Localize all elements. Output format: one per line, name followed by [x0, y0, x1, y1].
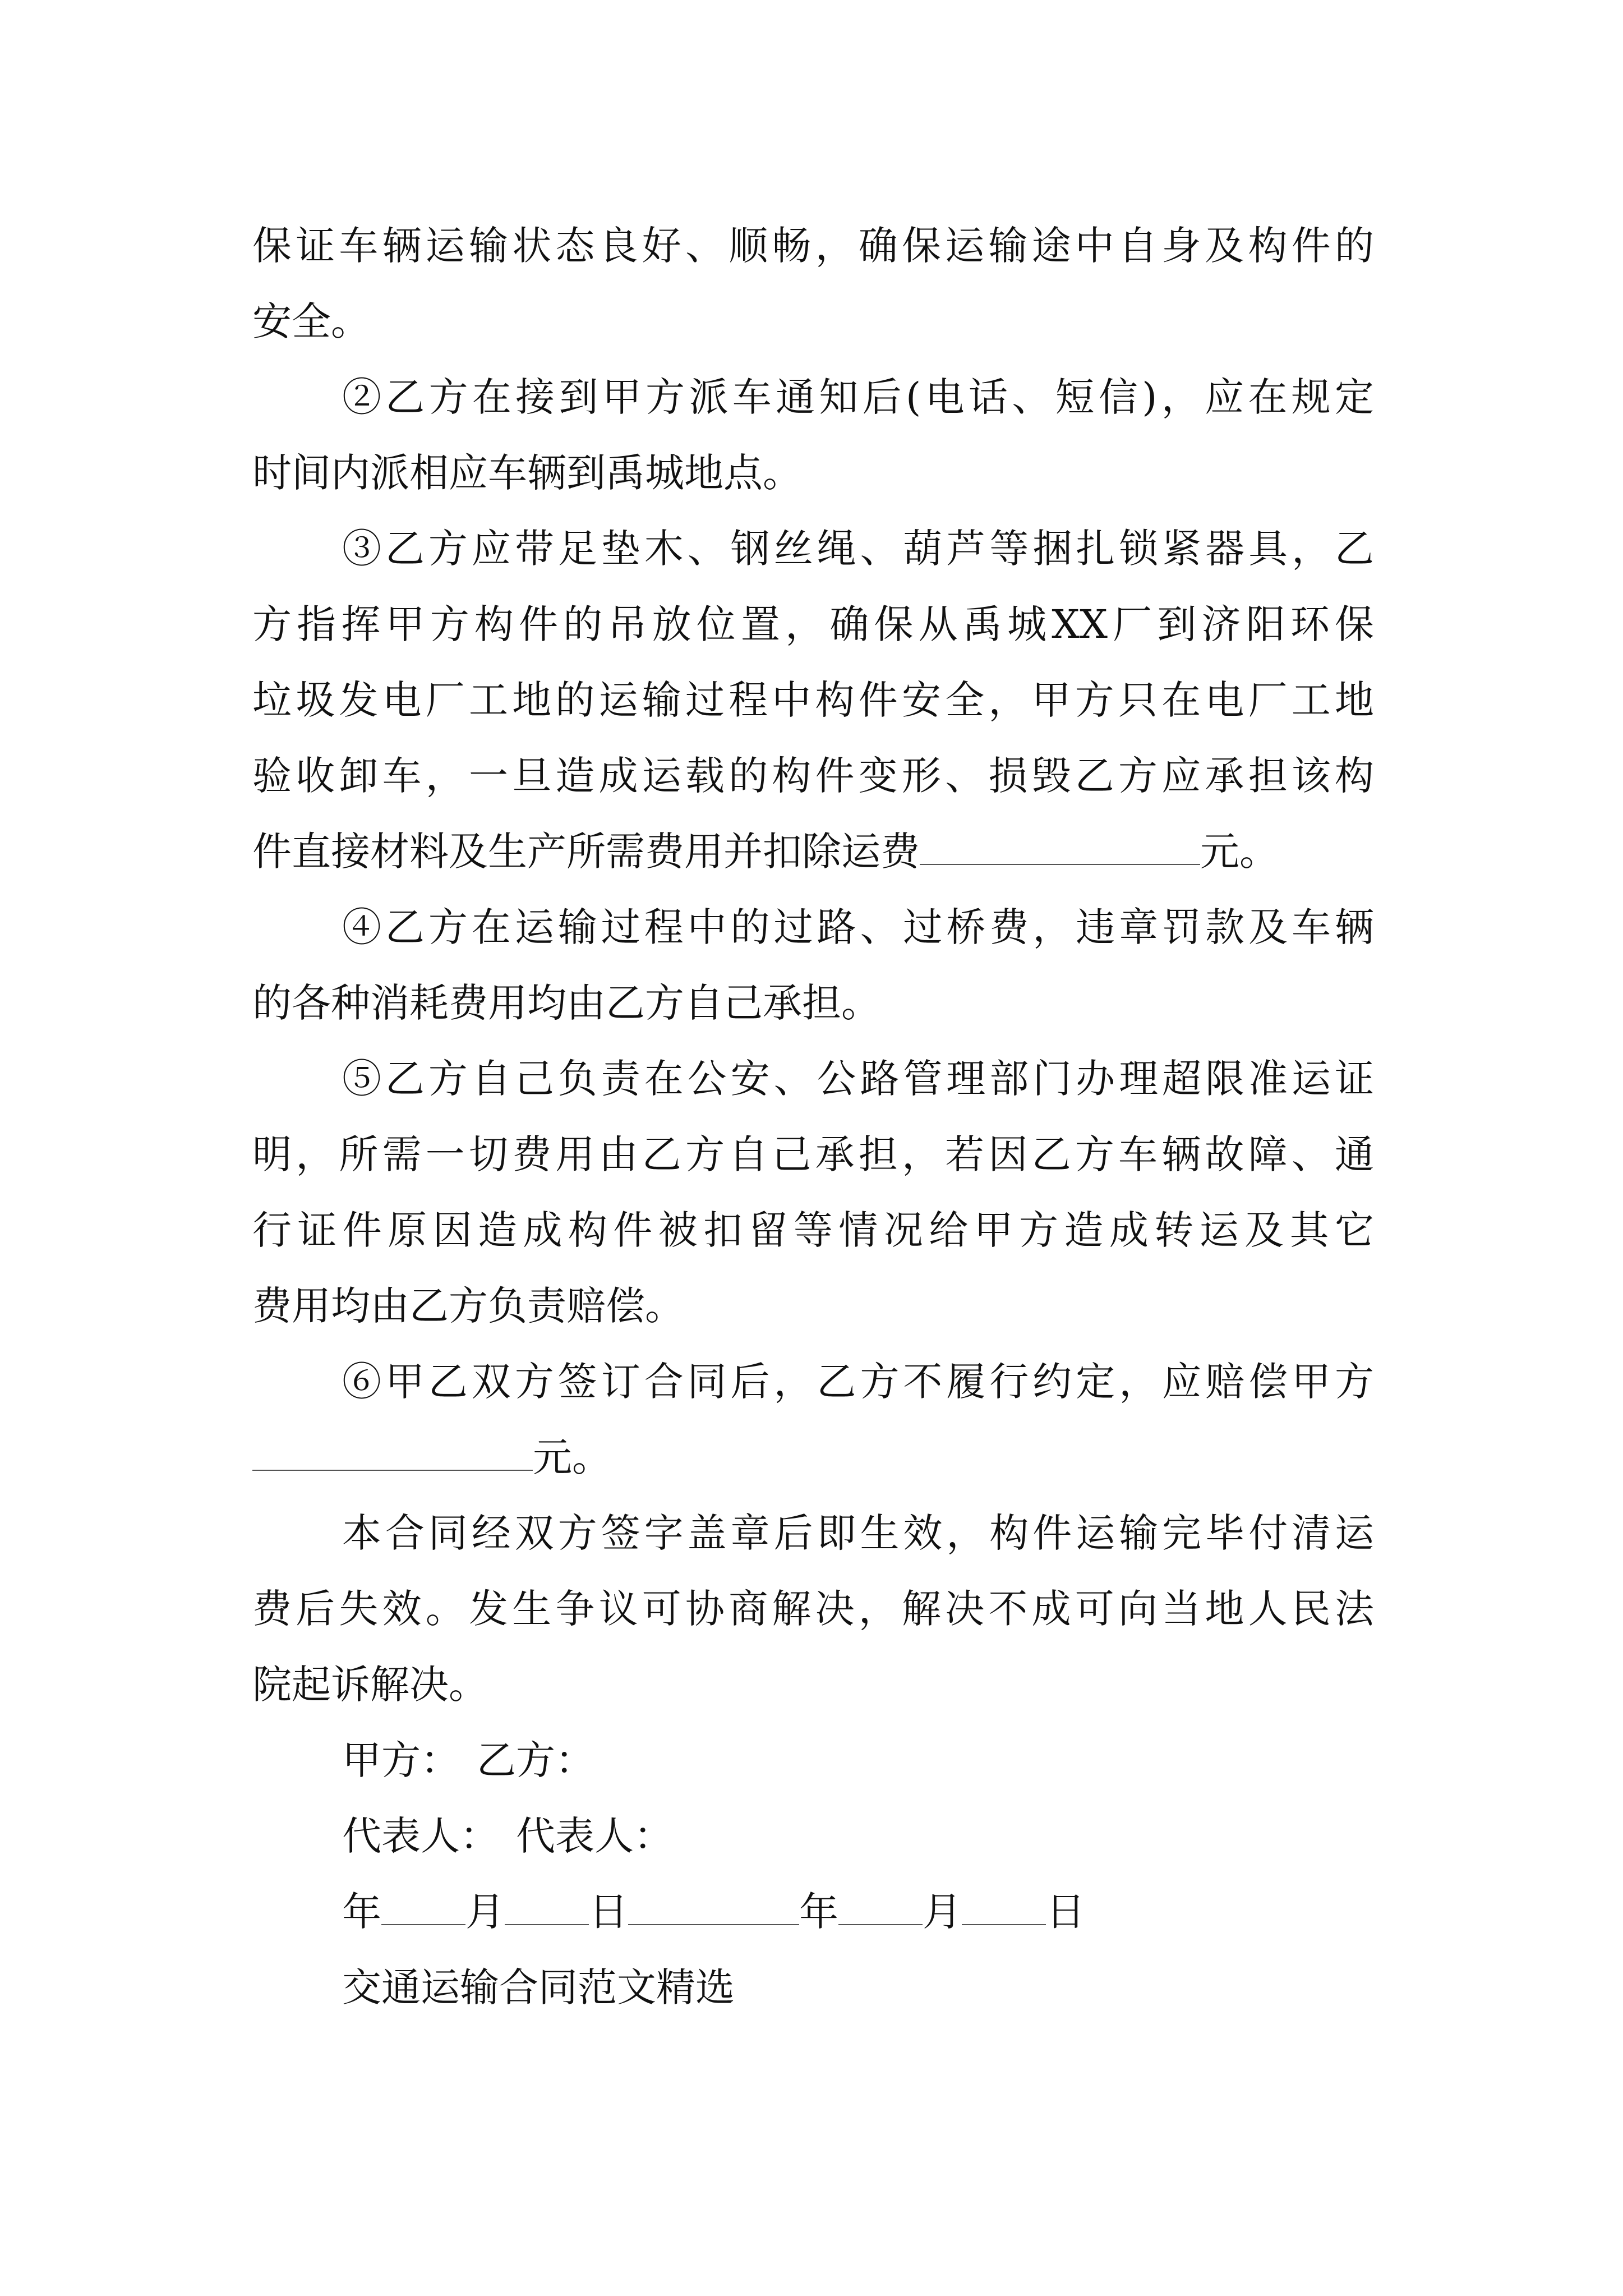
clause-5-line-1: ⑤乙方自己负责在公安、公路管理部门办理超限准运证 [342, 1056, 1374, 1102]
clause-5-line-2: 明，所需一切费用由乙方自己承担，若因乙方车辆故障、通 [252, 1131, 1374, 1177]
clause-3-line-4: 验收卸车，一旦造成运载的构件变形、损毁乙方应承担该构 [252, 753, 1374, 799]
clause-3-line-2: 方指挥甲方构件的吊放位置，确保从禹城XX厂到济阳环保 [252, 601, 1374, 647]
clause-4-line-2: 的各种消耗费用均由乙方自己承担。 [252, 980, 880, 1026]
clause-1-continuation-line: 保证车辆运输状态良好、顺畅，确保运输途中自身及构件的 [252, 223, 1374, 269]
effect-clause-line-2: 费后失效。发生争议可协商解决，解决不成可向当地人民法 [252, 1586, 1374, 1632]
date-day-a: 日 [589, 1889, 628, 1935]
compensation-amount-blank [252, 1433, 533, 1471]
party-signature-line [342, 1722, 1374, 1798]
clause-3-line-1: ③乙方应带足垫木、钢丝绳、葫芦等捆扎锁紧器具，乙 [342, 526, 1374, 572]
representative-line [342, 1798, 1374, 1874]
month-a-blank [381, 1887, 465, 1926]
next-section-title: 交通运输合同范文精选 [342, 1964, 735, 2010]
clause-1-end-line: 安全。 [252, 298, 370, 344]
party-a-label: 甲方： [342, 1737, 460, 1783]
clause-3-line-3: 垃圾发电厂工地的运输过程中构件安全，甲方只在电厂工地 [252, 677, 1374, 723]
clause-6-line-1: ⑥甲乙双方签订合同后，乙方不履行约定，应赔偿甲方 [342, 1359, 1374, 1405]
clause-3-fee-text: 件直接材料及生产所需费用并扣除运费 [252, 829, 920, 875]
day-b-blank [962, 1887, 1046, 1926]
party-b-label: 乙方： [477, 1737, 594, 1783]
effect-clause-line-3: 院起诉解决。 [252, 1662, 488, 1708]
clause-5-line-3: 行证件原因造成构件被扣留等情况给甲方造成转运及其它 [252, 1207, 1374, 1253]
effect-clause-line-1: 本合同经双方签字盖章后即生效，构件运输完毕付清运 [342, 1510, 1374, 1556]
year-b-blank [628, 1887, 799, 1926]
clause-2-line-2: 时间内派相应车辆到禹城地点。 [252, 450, 802, 496]
month-b-blank [838, 1887, 923, 1926]
clause-3-yuan-unit: 元。 [1200, 829, 1279, 875]
clause-6-line-2 [252, 1419, 1374, 1496]
date-year-b: 年 [799, 1889, 838, 1935]
clause-3-line-5 [252, 813, 1374, 890]
clause-6-yuan-unit: 元。 [533, 1434, 611, 1480]
date-month-a: 月 [465, 1889, 505, 1935]
party-a-representative-label: 代表人： [342, 1813, 499, 1859]
clause-4-line-1: ④乙方在运输过程中的过路、过桥费，违章罚款及车辆 [342, 904, 1374, 950]
clause-2-line-1: ②乙方在接到甲方派车通知后(电话、短信)，应在规定 [342, 374, 1374, 420]
day-a-blank [505, 1887, 589, 1926]
date-year-a: 年 [342, 1889, 381, 1935]
date-line [342, 1874, 1374, 1950]
clause-5-line-4: 费用均由乙方负责赔偿。 [252, 1283, 684, 1329]
date-day-b: 日 [1046, 1889, 1085, 1935]
date-month-b: 月 [923, 1889, 962, 1935]
party-b-representative-label: 代表人： [516, 1813, 673, 1859]
freight-deduction-blank [920, 827, 1200, 866]
